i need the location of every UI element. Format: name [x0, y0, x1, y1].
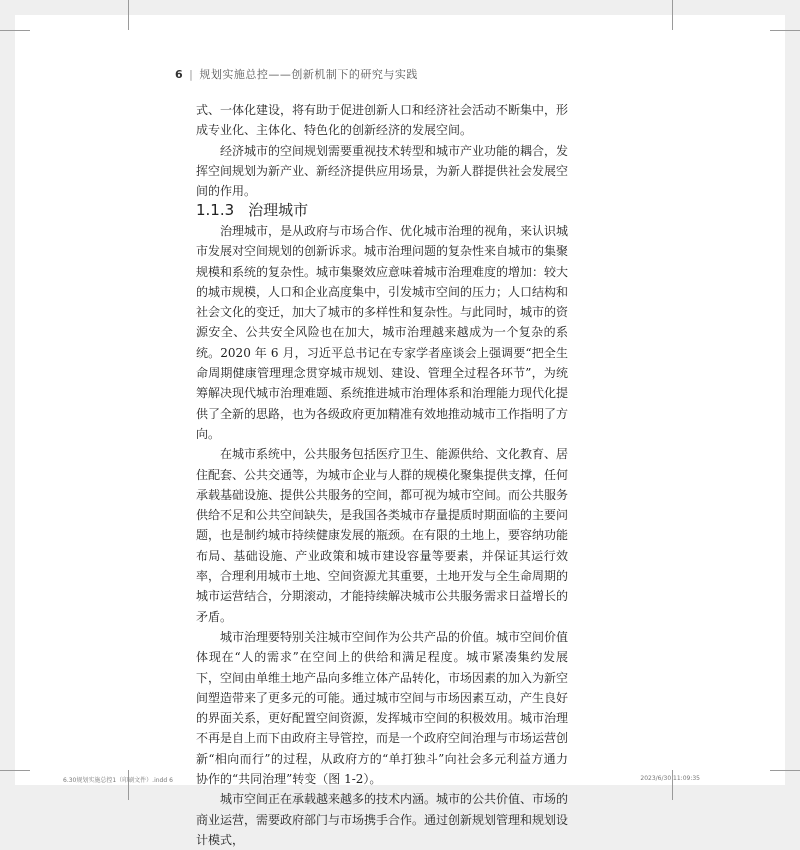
paragraph: 式、一体化建设，将有助于促进创新人口和经济社会活动不断集中，形成专业化、主体化、特色化的创新经济的发展空间。 [196, 103, 569, 138]
crop-mark [672, 0, 673, 30]
body-text-top [196, 100, 568, 201]
crop-mark [770, 770, 800, 771]
crop-mark [0, 30, 30, 31]
print-slug-timestamp: 2023/6/30 11:09:35 [640, 775, 700, 782]
header-separator: | [189, 68, 194, 81]
book-title: 规划实施总控——创新机制下的研究与实践 [199, 68, 418, 81]
page-number: 6 [175, 68, 184, 81]
paragraph: 城市治理要特别关注城市空间作为公共产品的价值。城市空间价值体现在“人的需求”在空间上的供给和满足程度。城市紧凑集约发展下，空间由单维土地产品向多维立体产品转化，市场因素的加入为新空间塑造带来了更多元的可能。通过城市空间与市场因素互动，产生良好的界面关系，更好配置空间资源，发挥城市空间的积极效用。城市治理不再是自上而下由政府主导管控，而是一个政府空间治理与市场运营创新“相向而行”的过程，从政府方的“单打独斗”向社会多元利益方通力协作的“共同治理”转变（图 1-2）。 [196, 629, 569, 787]
print-slug-file: 6.30规划实施总控1（印刷文件）.indd 6 [63, 777, 173, 784]
section-heading [196, 199, 308, 220]
running-head [175, 66, 418, 82]
crop-mark [0, 770, 30, 771]
paragraph: 治理城市，是从政府与市场合作、优化城市治理的视角，来认识城市发展对空间规划的创新诉求。城市治理问题的复杂性来自城市的集聚规模和系统的复杂性。城市集聚效应意味着城市治理难度的增加：较大的城市规模，人口和企业高度集中，引发城市空间的压力；人口结构和社会文化的变迁，加大了城市的多样性和复杂性。与此同时，城市的资源安全、公共安全风险也在加大，城市治理越来越成为一个复杂的系统。2020 年 6 月，习近平总书记在专家学者座谈会上强调要“把全生命周期健康管理理念贯穿城市规划、建设、管理全过程各环节”，为统筹解决现代城市治理难题、系统推进城市治理体系和治理能力现代化提供了全新的思路，也为各级政府更加精准有效地推动城市工作指明了方向。 [196, 224, 569, 441]
paragraph: 经济城市的空间规划需要重视技术转型和城市产业功能的耦合，发挥空间规划为新产业、新经济提供应用场景，为新人群提供社会发展空间的作用。 [196, 143, 569, 199]
crop-mark [770, 30, 800, 31]
paragraph: 城市空间正在承载越来越多的技术内涵。城市的公共价值、市场的商业运营，需要政府部门与市场携手合作。通过创新规划管理和规划设计模式， [196, 792, 569, 847]
section-title: 治理城市 [248, 201, 309, 219]
body-text-section [196, 221, 568, 850]
paragraph: 在城市系统中，公共服务包括医疗卫生、能源供给、文化教育、居住配套、公共交通等，为城市企业与人群的规模化聚集提供支撑，任何承载基础设施、提供公共服务的空间，都可视为城市空间。而公共服务供给不足和公共空间缺失，是我国各类城市存量提质时期面临的主要问题，也是制约城市持续健康发展的瓶颈。在有限的土地上，要容纳功能布局、基础设施、产业政策和城市建设容量等要素，并保证其运行效率，合理利用城市土地、空间资源尤其重要，土地开发与全生命周期的城市运营结合，分期滚动，才能持续解决城市公共服务需求日益增长的矛盾。 [196, 447, 569, 624]
crop-mark [128, 0, 129, 30]
section-number: 1.1.3 [196, 201, 235, 219]
